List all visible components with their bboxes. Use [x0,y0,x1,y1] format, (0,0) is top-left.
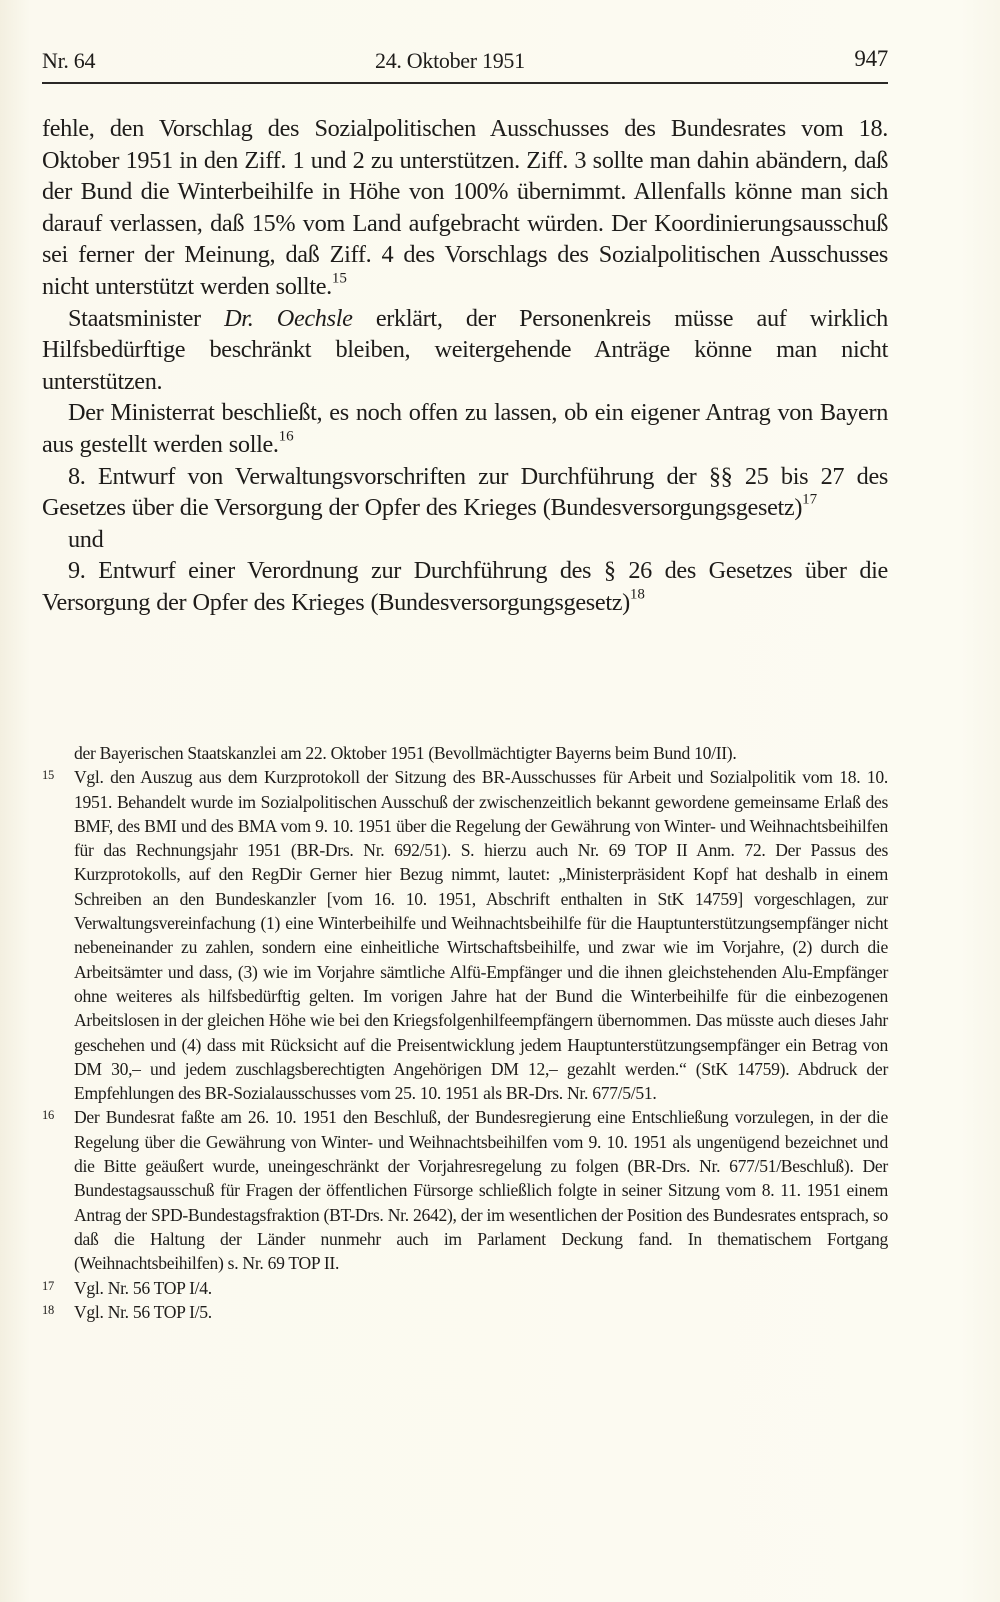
footnote-ref-18[interactable]: 18 [629,586,645,603]
document-number: Nr. 64 [42,48,96,73]
footnote-15: 15 Vgl. den Auszug aus dem Kurzprotokoll der Sitzung des BR-Ausschusses für Arbeit und Sozialpolitik vom 18. 10. 1951. Behandelt wurde im Sozialpolitischen Ausschuß der zwischenzeitlich bekannt gewordene gemeinsame Erlaß des BMF, des BMI und des BMA vom 9. 10. 1951 über die Regelung der Gewährung von Winter- und Weihnachtsbeihilfen für das Rechnungsjahr 1951 (BR-Drs. Nr. 692/51). S. hierzu auch Nr. 69 TOP II Anm. 72. Der Passus des Kurzprotokolls, auf den RegDir Gerner hier Bezug nimmt, lautet: „Ministerpräsident Kopf hat deshalb in einem Schreiben an den Bundeskanzler [vom 16. 10. 1951, Abschrift enthalten in StK 14759] vorgeschlagen, zur Verwaltungsvereinfachung (1) eine Winterbeihilfe und Weihnachtsbeihilfe für die Hauptunterstützungsempfänger nicht nebeneinander zu zahlen, sondern eine einheitliche Wirtschaftsbeihilfe, und zwar wie im Vorjahre, (2) durch die Arbeitsämter und dass, (3) wie im Vorjahre sämtliche Alfü-Empfänger und die ihnen gleichstehenden Alu-Empfänger ohne weiteres als hilfsbedürftig gelten. Im vorigen Jahre hat der Bund die Winterbeihilfe für die einbezogenen Arbeitslosen in der gleichen Höhe wie bei den Kriegsfolgenhilfeempfängern übernommen. Das müsste auch dieses Jahr geschehen und (4) dass mit Rücksicht auf die Preisentwicklung jedem Hauptunterstützungsempfänger ein Betrag von DM 30,– und jedem zuschlagsberechtigten Angehörigen DM 12,– gezahlt werden.“ (StK 14759). Abdruck der Empfehlungen des BR-Sozialausschusses vom 25. 10. 1951 als BR-Drs. Nr. 677/5/51. [42,765,888,1105]
footnote-17: 17 Vgl. Nr. 56 TOP I/4. [42,1276,888,1300]
speaker-name: Dr. Oechsle [224,304,353,332]
main-text [42,113,888,619]
running-header [42,44,888,80]
agenda-item-9: 9. Entwurf einer Verordnung zur Durchführung des § 26 des Gesetzes über die Versorgung der Opfer des Krieges (Bundesversorgungsgesetz)$^{18}$ [42,557,888,616]
footnote-number: 18 [42,1302,54,1317]
footnote-continued: der Bayerischen Staatskanzlei am 22. Oktober 1951 (Bevollmächtigter Bayerns beim Bund 10/II). [74,743,737,763]
footnote-ref-17[interactable]: 17 [802,491,818,508]
paragraph-ministerrat-decision: Der Ministerrat beschließt, es noch offen zu lassen, ob ein eigener Antrag von Bayern aus gestellt werden solle.$^{16}$ [42,399,888,458]
header-date: 24. Oktober 1951 [375,48,525,73]
footnote-number: 16 [42,1108,54,1123]
footnote-number: 15 [42,768,54,783]
agenda-connector: und [68,525,104,553]
paragraph-oechsle: Staatsminister Dr. Oechsle erklärt, der Personenkreis müsse auf wirklich Hilfsbedürftige beschränkt bleiben, weitergehende Anträge könne man nicht unterstützen. [42,304,888,395]
agenda-item-8: 8. Entwurf von Verwaltungsvorschriften zur Durchführung der §§ 25 bis 27 des Gesetzes über die Versorgung der Opfer des Krieges (Bundesversorgungsgesetz)$^{17}$ [42,462,888,522]
footnote-16: 16 Der Bundesrat faßte am 26. 10. 1951 den Beschluß, der Bundesregierung eine Entschließung vorzulegen, in der die Regelung über die Gewährung von Winter- und Weihnachtsbeihilfen vom 9. 10. 1951 als ungenügend bezeichnet und die Bitte geäußert wurde, uneingeschränkt der Vorjahresregelung zu folgen (BR-Drs. Nr. 677/51/Beschluß). Der Bundestagsausschuß für Fragen der öffentlichen Fürsorge schließlich folgte in seiner Sitzung vom 8. 11. 1951 einem Antrag der SPD-Bundestagsfraktion (BT-Drs. Nr. 2642), der im wesentlichen der Position des Bundesrates entsprach, so daß die Haltung der Länder nunmehr auch im Parlament Deckung fand. In thematischem Fortgang (Weihnachtsbeihilfen) s. Nr. 69 TOP II. [42,1105,888,1275]
footnote-ref-16[interactable]: 16 [278,428,294,445]
paragraph-koordinierungsausschuss: fehle, den Vorschlag des Sozialpolitischen Ausschusses des Bundesrates vom 18. Oktober 1951 in den Ziff. 1 und 2 zu unterstützen. Ziff. 3 sollte man dahin abändern, daß der Bund die Winterbeihilfe in Höhe von 100% übernimmt. Allenfalls könne man sich darauf verlassen, daß 15% vom Land aufgebracht würden. Der Koordinierungsausschuß sei ferner der Meinung, daß Ziff. 4 des Vorschlags des Sozialpolitischen Ausschusses nicht unterstützt werden sollte.$^{15}$ [42,115,888,300]
footnote-number: 17 [42,1278,54,1293]
footnotes [42,741,888,1324]
header-rule [42,82,888,84]
footnote-ref-15[interactable]: 15 [331,270,347,287]
page-number: 947 [854,46,888,71]
footnote-18: 18 Vgl. Nr. 56 TOP I/5. [42,1300,888,1324]
